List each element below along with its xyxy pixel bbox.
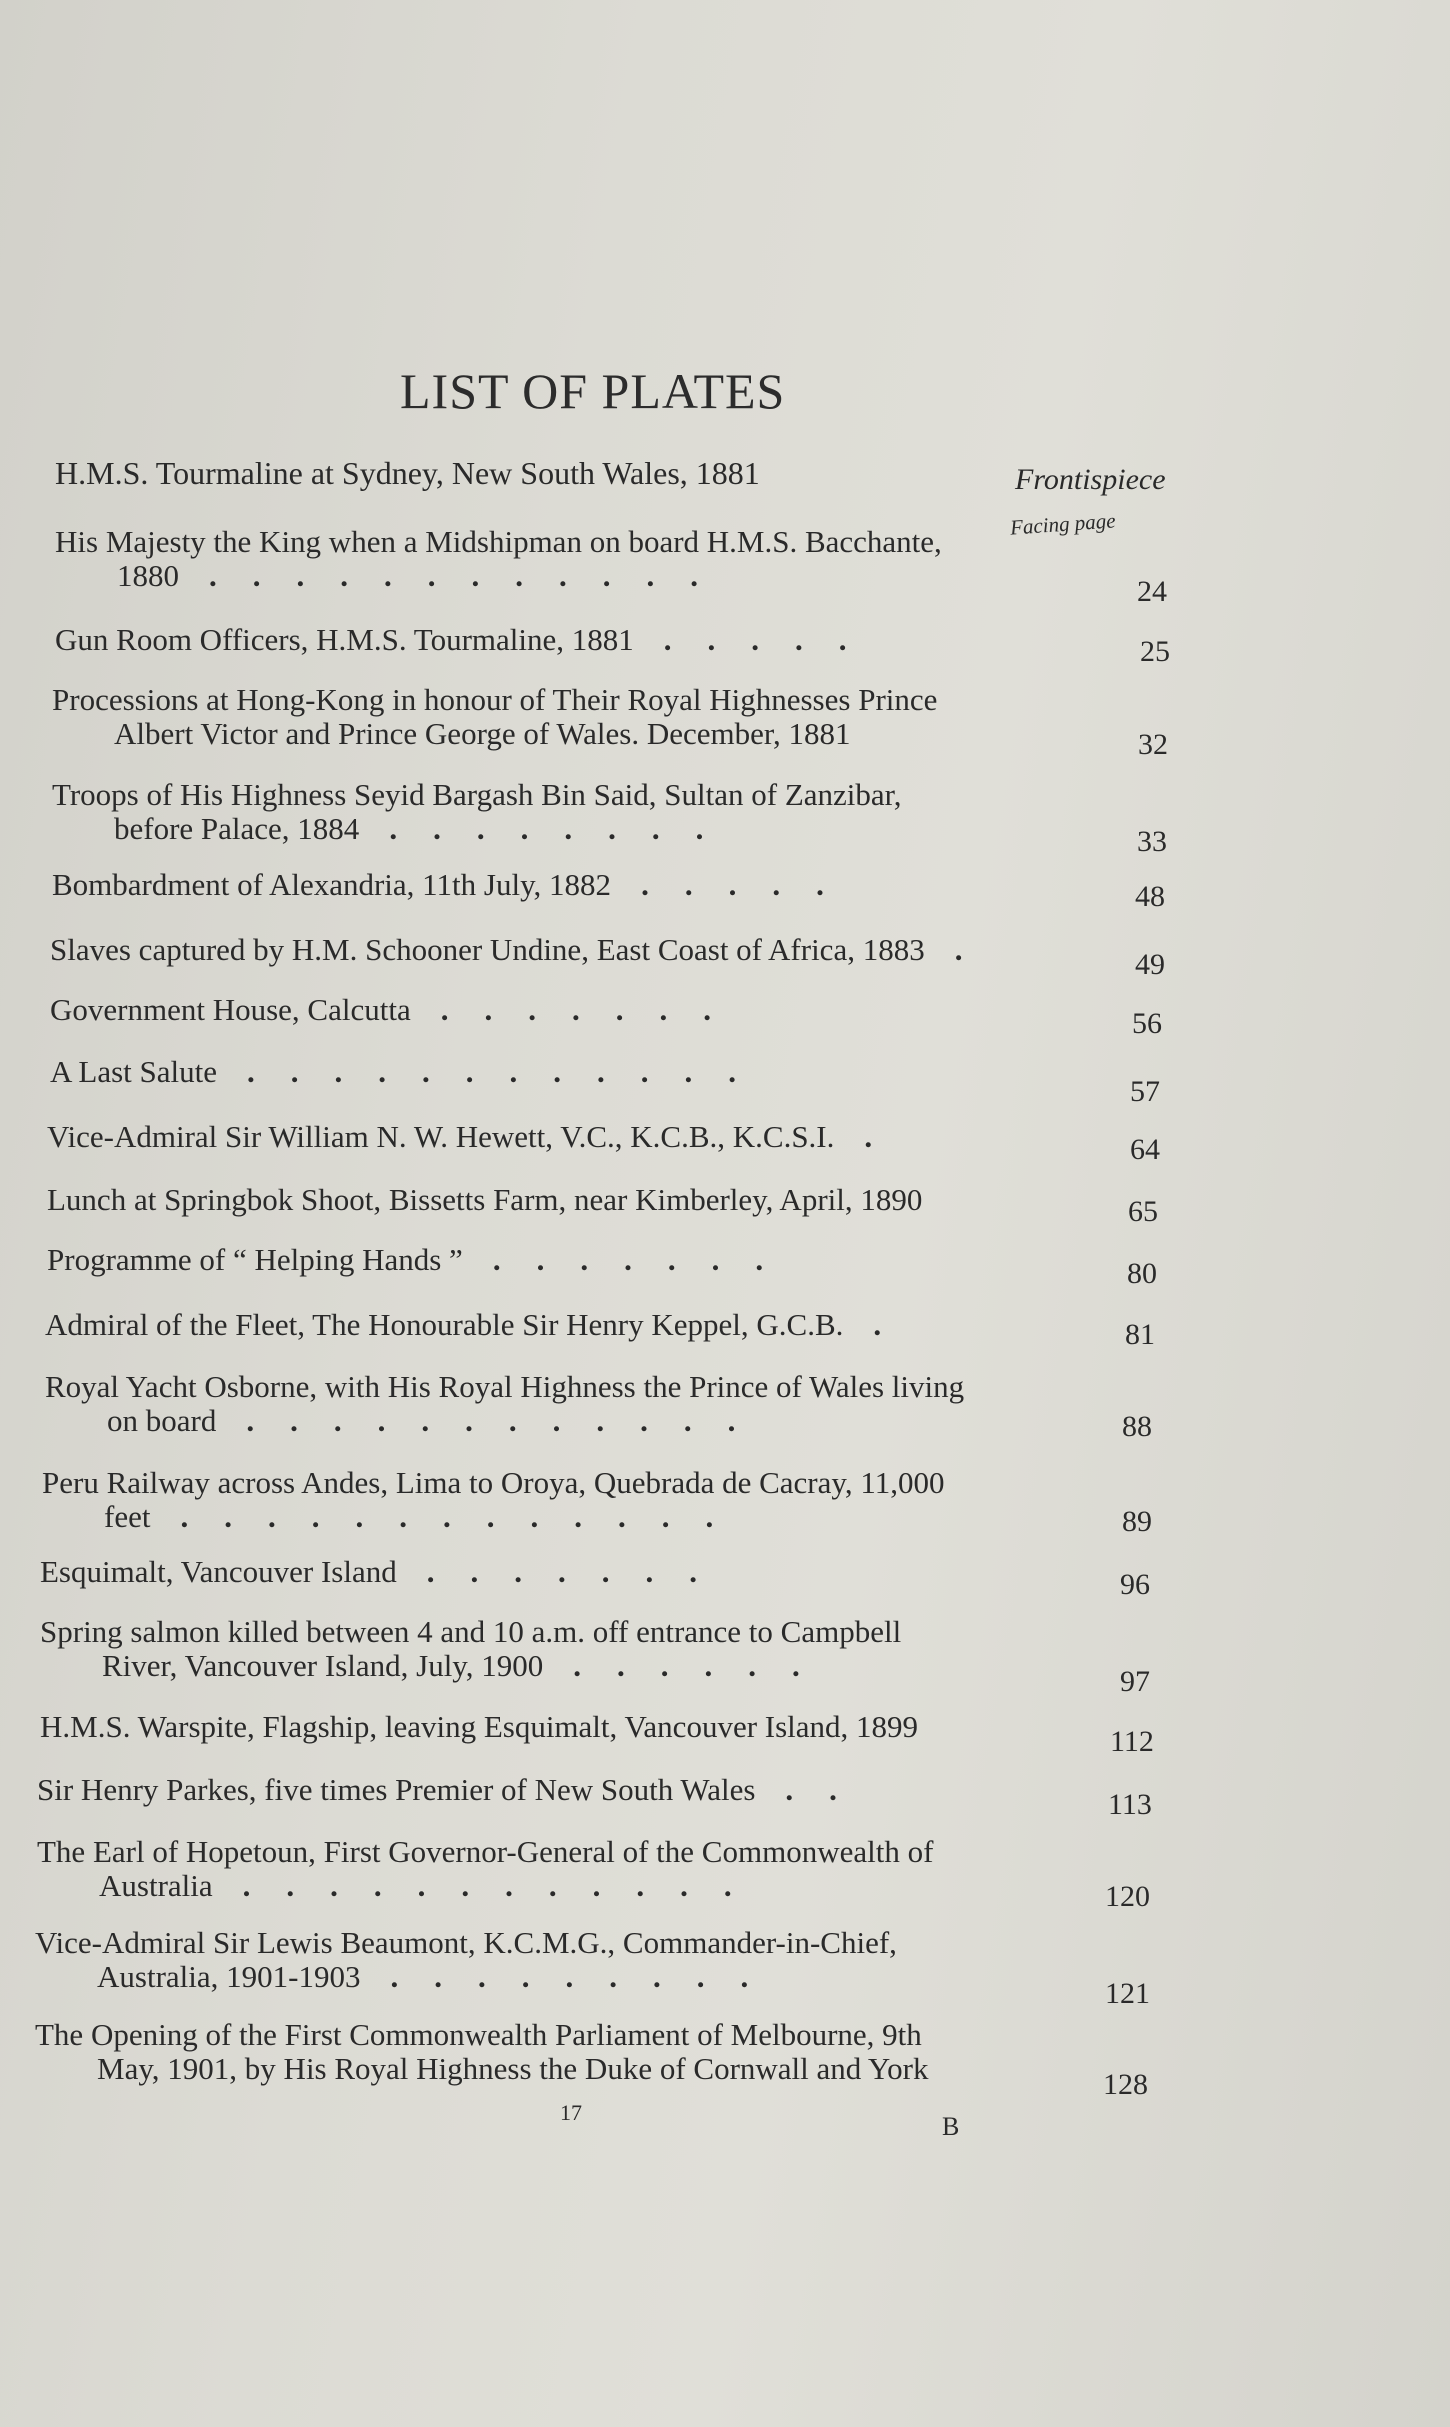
plate-caption-text: Vice-Admiral Sir William N. W. Hewett, V.C., K.C.B., K.C.S.I.	[47, 1119, 835, 1154]
facing-page-label: Facing page	[1009, 508, 1117, 540]
plate-entry	[37, 1773, 873, 1807]
dot-leader: ............	[246, 1403, 772, 1438]
plate-caption-text: Programme of “ Helping Hands ”	[47, 1242, 463, 1277]
plate-entry	[45, 1370, 964, 1438]
plate-caption-text: Australia, 1901-1903	[97, 1959, 361, 1994]
plate-caption-line	[40, 1710, 918, 1744]
dot-leader: .......	[440, 992, 747, 1027]
plate-entry	[42, 1466, 944, 1534]
plate-caption-text: His Majesty the King when a Midshipman on board H.M.S. Bacchante,	[55, 524, 942, 559]
plate-entry	[50, 933, 998, 967]
plate-caption-line	[35, 2018, 929, 2052]
plate-caption-text: Royal Yacht Osborne, with His Royal Highness the Prince of Wales living	[45, 1369, 965, 1404]
plate-page-number: 48	[1135, 880, 1165, 913]
plate-caption-text: Bombardment of Alexandria, 11th July, 1882	[52, 867, 612, 902]
plate-page-number: 64	[1130, 1133, 1160, 1166]
plate-page-number: 88	[1122, 1410, 1152, 1443]
plate-entry	[40, 1710, 918, 1744]
plate-caption-line	[35, 1960, 897, 1994]
dot-leader: .	[873, 1307, 918, 1342]
plate-caption-text: A Last Salute	[50, 1054, 218, 1089]
plate-caption-text: before Palace, 1884	[114, 811, 360, 846]
plate-caption-text: feet	[104, 1499, 151, 1534]
page-number: 17	[560, 2100, 582, 2125]
plate-caption-line	[52, 812, 902, 846]
plate-caption-line	[35, 1926, 897, 1960]
plate-caption-line	[52, 683, 937, 717]
plate-caption-line	[37, 1869, 933, 1903]
plate-caption-line	[55, 525, 942, 559]
plate-caption-line	[47, 1243, 799, 1277]
plate-caption-line	[55, 559, 942, 593]
plate-caption-text: Lunch at Springbok Shoot, Bissetts Farm, near Kimberley, April, 1890	[47, 1182, 923, 1217]
plate-caption-text: Government House, Calcutta	[50, 992, 411, 1027]
dot-leader: .	[864, 1119, 909, 1154]
plate-entry	[47, 1243, 799, 1277]
plate-caption-text: Slaves captured by H.M. Schooner Undine, East Coast of Africa, 1883	[50, 932, 925, 967]
plate-caption-text: H.M.S. Warspite, Flagship, leaving Esquimalt, Vancouver Island, 1899	[40, 1709, 919, 1744]
plate-page-number: 80	[1127, 1257, 1157, 1290]
plate-caption-line	[50, 993, 747, 1027]
dot-leader: ............	[209, 558, 734, 593]
plate-page-number: 32	[1138, 728, 1168, 761]
plate-page-number: 113	[1108, 1788, 1152, 1821]
plate-page-number: 49	[1135, 948, 1165, 981]
plate-page-number: 97	[1120, 1665, 1150, 1698]
dot-leader: .............	[180, 1499, 750, 1534]
plate-page-number: 81	[1125, 1318, 1155, 1351]
plate-entry	[52, 683, 937, 751]
plate-caption-line	[52, 868, 860, 902]
plate-entry	[52, 868, 860, 902]
plate-caption-text: Australia	[99, 1868, 213, 1903]
plate-entry	[55, 623, 883, 657]
plate-caption-line	[47, 1183, 922, 1217]
plate-caption-text: on board	[107, 1403, 217, 1438]
plate-caption-text: Peru Railway across Andes, Lima to Oroya, Quebrada de Cacray, 11,000	[42, 1465, 945, 1500]
plate-caption-text: Vice-Admiral Sir Lewis Beaumont, K.C.M.G., Commander-in-Chief,	[35, 1925, 897, 1960]
plate-entry	[45, 1308, 917, 1342]
dot-leader: .........	[390, 1959, 785, 1994]
plate-caption-text: The Earl of Hopetoun, First Governor-General of the Commonwealth of	[37, 1834, 934, 1869]
dot-leader: ..	[785, 1772, 873, 1807]
plate-page-number: 112	[1110, 1725, 1154, 1758]
plate-caption-text: Esquimalt, Vancouver Island	[40, 1554, 397, 1589]
plate-caption-text: Troops of His Highness Seyid Bargash Bin Said, Sultan of Zanzibar,	[52, 777, 902, 812]
plate-caption-line	[55, 623, 883, 657]
plate-caption-line	[42, 1466, 944, 1500]
plate-entry	[55, 525, 942, 593]
signature-mark: B	[942, 2112, 960, 2141]
plate-page-number: 120	[1105, 1880, 1150, 1913]
dot-leader: .....	[663, 622, 883, 657]
dot-leader: .....	[641, 867, 860, 902]
plate-page-number: 56	[1132, 1007, 1162, 1040]
plate-entry	[37, 1835, 933, 1903]
plate-page-number: 25	[1140, 635, 1170, 668]
plate-entry	[35, 2018, 929, 2086]
frontispiece-caption: H.M.S. Tourmaline at Sydney, New South Wales, 1881	[55, 455, 760, 491]
plate-caption-line	[40, 1649, 901, 1683]
plate-entry	[52, 778, 902, 846]
plate-caption-line	[40, 1555, 733, 1589]
plate-caption-text: Albert Victor and Prince George of Wales. December, 1881	[114, 716, 851, 751]
dot-leader: ........	[389, 811, 740, 846]
plate-caption-text: The Opening of the First Commonwealth Parliament of Melbourne, 9th	[35, 2017, 922, 2052]
plate-caption-text: Processions at Hong-Kong in honour of Their Royal Highnesses Prince	[52, 682, 938, 717]
plate-caption-line	[50, 1055, 772, 1089]
plate-entry	[47, 1183, 922, 1217]
plate-entry	[40, 1555, 733, 1589]
plate-entry	[40, 1615, 901, 1683]
plate-page-number: 128	[1103, 2068, 1148, 2101]
plate-caption-line	[45, 1308, 917, 1342]
plate-caption-line	[47, 1120, 908, 1154]
plate-caption-text: Sir Henry Parkes, five times Premier of New South Wales	[37, 1772, 756, 1807]
plate-page-number: 96	[1120, 1568, 1150, 1601]
plate-entry	[47, 1120, 908, 1154]
plate-caption-text: River, Vancouver Island, July, 1900	[102, 1648, 544, 1683]
dot-leader: .	[954, 932, 999, 967]
plate-entry	[50, 993, 747, 1027]
plate-caption-line	[45, 1370, 964, 1404]
plate-page-number: 65	[1128, 1195, 1158, 1228]
plate-caption-line	[37, 1835, 933, 1869]
plate-caption-text: May, 1901, by His Royal Highness the Duke of Cornwall and York	[97, 2051, 929, 2086]
dot-leader: .......	[426, 1554, 733, 1589]
plate-caption-text: Spring salmon killed between 4 and 10 a.m. off entrance to Campbell	[40, 1614, 902, 1649]
frontispiece-label: Frontispiece	[1015, 463, 1166, 496]
plate-page-number: 33	[1137, 825, 1167, 858]
dot-leader: ............	[247, 1054, 773, 1089]
plate-caption-line	[52, 717, 937, 751]
plate-caption-line	[45, 1404, 964, 1438]
dot-leader: .......	[492, 1242, 800, 1277]
plate-caption-line	[50, 933, 998, 967]
plate-caption-line	[40, 1615, 901, 1649]
plate-caption-text: Admiral of the Fleet, The Honourable Sir Henry Keppel, G.C.B.	[45, 1307, 844, 1342]
plate-caption-line	[35, 2052, 929, 2086]
plate-entry	[50, 1055, 772, 1089]
plate-entry	[35, 1926, 897, 1994]
plate-page-number: 24	[1137, 575, 1167, 608]
plate-caption-line	[52, 778, 902, 812]
plate-page-number: 57	[1130, 1075, 1160, 1108]
plate-caption-line	[37, 1773, 873, 1807]
plate-caption-text: 1880	[117, 558, 179, 593]
dot-leader: ......	[573, 1648, 836, 1683]
page-title: LIST OF PLATES	[400, 363, 786, 419]
plate-page-number: 121	[1105, 1977, 1150, 2010]
plate-page-number: 89	[1122, 1505, 1152, 1538]
plate-caption-line	[42, 1500, 944, 1534]
plate-caption-text: Gun Room Officers, H.M.S. Tourmaline, 1881	[55, 622, 634, 657]
dot-leader: ............	[242, 1868, 768, 1903]
